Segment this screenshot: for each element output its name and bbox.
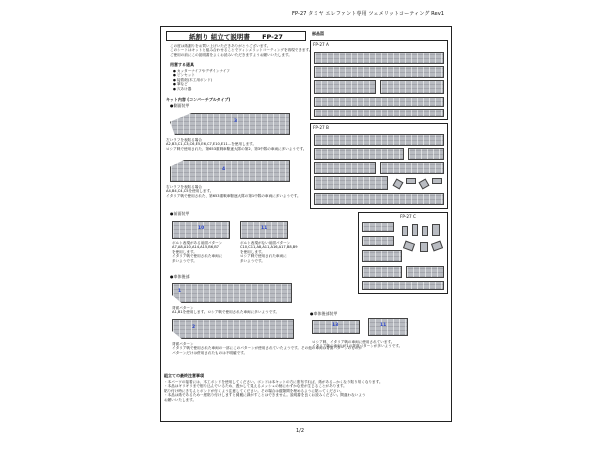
part-number-label: 4 xyxy=(222,167,226,172)
sheet-c-part xyxy=(406,266,444,278)
front-bolted-caption xyxy=(172,241,222,263)
part-number-label: 11 xyxy=(380,323,387,328)
document-header: FP-27 タミヤ エレファント専用 ツェメリットコーティング Rev1 xyxy=(292,11,445,17)
intro-line-3: ご使用の前にこの説明書をよくお読みいただきますようお願いいたします。 xyxy=(170,52,292,57)
note-line: 貼り付け時にきちんとボンドが付くよう注意してください。その場合は縦隙間を埋めるように貼ってください。 xyxy=(164,388,344,393)
sheet-c-part xyxy=(362,236,394,246)
rear-lower-part-b xyxy=(368,318,408,336)
sheet-c-small-part xyxy=(420,242,428,252)
rear-hull-heading: ●車体後部 xyxy=(170,274,190,279)
sheet-b-part xyxy=(408,148,444,160)
front-armor-heading: ●前面装甲 xyxy=(170,211,190,216)
front-plain-caption xyxy=(240,241,298,263)
caption-line: A7,A8,A10,A14,A15,B6,B7 xyxy=(172,245,219,250)
part-number-label: 1 xyxy=(178,289,182,294)
sheet-b-small-part xyxy=(406,178,416,184)
sheet-a-part xyxy=(314,80,376,94)
sheet-c-small-part xyxy=(432,224,440,236)
rear-hull-part-b xyxy=(172,319,294,339)
sheet-b-part xyxy=(314,148,404,160)
side-right-caption xyxy=(166,185,301,198)
side-armor-part-right xyxy=(170,160,290,182)
sheet-a-part xyxy=(314,52,444,64)
sheet-a-part xyxy=(380,80,444,94)
instructions-title-box xyxy=(166,31,306,41)
sheet-b-part xyxy=(314,176,388,190)
part-number-label: 3 xyxy=(234,119,238,124)
caption-line: イタリア戦で使用された車両に xyxy=(172,254,223,259)
caption-line: 多いようです。 xyxy=(172,258,197,263)
sheet-c-small-part xyxy=(422,226,428,236)
sheet-c-label: FP-27 C xyxy=(400,214,416,219)
caption-line: ロシア戦で使用された車両に xyxy=(240,254,287,259)
caption-line: 多いようです。 xyxy=(240,258,265,263)
sheet-a-label: FP-27 A xyxy=(313,42,329,47)
sheet-b-part xyxy=(314,162,376,174)
caption-line: を使用します。 xyxy=(240,249,265,254)
rear-caption xyxy=(172,306,279,315)
notes-heading: 組立ての最終注意事項 xyxy=(164,373,204,378)
caption-line: ロシア戦、イタリア戦の車両に使用されています。 xyxy=(312,340,395,344)
tool-item: ● ピンセット xyxy=(173,73,230,77)
sheet-c-small-part xyxy=(402,226,408,236)
rear-lower-heading: ●車体後部装甲 xyxy=(310,311,338,316)
caption-line: A1,B1を使用します。ロシア戦で使用された車両に多いようです。 xyxy=(172,310,280,315)
note-line: ・本品は紙であるため一度貼り付けしますと綺麗に剥がすことはできません。説明書を良くお読みください。間違わないよう xyxy=(164,393,366,398)
tool-item: ● 筆など xyxy=(173,82,230,86)
intro-text xyxy=(170,44,312,57)
side-armor-heading: ●側面装甲 xyxy=(170,103,190,108)
caption-line: 右いラフを表貼る場合 xyxy=(166,185,202,189)
caption-line: A2,B3,C1,C3,C6,E5,E6,C7,E10,E11...を使用します。 xyxy=(166,142,257,147)
caption-line: 背面パターン xyxy=(172,342,194,346)
intro-line-1: この度は紙割りをお買い上げいただきありがとうございます。 xyxy=(170,44,271,48)
caption-line: C10,C11,A8,A11,A16,A17,B8,B9 xyxy=(240,245,298,250)
product-code: FP-27 xyxy=(262,33,283,41)
note-line: ・本品はギリギリまで削り込んでいるため、透かして見えるメッシュの柄にわずかな差が生じることがあります。 xyxy=(164,384,347,389)
caption-line: A4,B4,C4,C5を使用します。 xyxy=(166,189,214,194)
caption-line: パターンだけは併用されたものは不明確です。 xyxy=(172,350,248,355)
side-left-caption xyxy=(166,138,307,151)
sheet-b-small-part xyxy=(432,178,442,184)
caption-line: イタリア戦で使用された、第653重戦車駆逐大隊の第1中隊の車両に多いようです。 xyxy=(166,193,301,198)
sheet-c-part xyxy=(362,266,402,278)
sheet-c-part xyxy=(362,281,444,290)
caption-line: ロシア戦で使用された、第653重戦車駆逐大隊の第2、第3中隊の車両に多いようです。 xyxy=(166,146,307,151)
side-armor-part-left xyxy=(170,113,290,135)
caption-line: を使用します。 xyxy=(172,249,197,254)
tools-heading: 用意する道具 xyxy=(170,62,194,67)
caption-line: 背面パターン xyxy=(172,306,194,310)
instructions-title: 紙割り 組立て説明書 xyxy=(189,33,250,41)
caption-line: 左いラフを表貼る場合 xyxy=(166,138,202,142)
parts-diagram-title: 部品図 xyxy=(312,31,324,36)
note-line: お願いいたします。 xyxy=(164,397,197,402)
caption-line: イタリア戦の車両はF1の背面パターンが多いようです。 xyxy=(312,344,403,349)
sheet-c-part xyxy=(362,250,402,262)
sheet-b-part xyxy=(314,134,444,146)
tools-list xyxy=(173,69,230,91)
rear-hull-part-a xyxy=(172,283,292,303)
sheet-b-label: FP-27 B xyxy=(313,125,329,130)
rear-lower-caption xyxy=(312,340,402,349)
sheet-a-part xyxy=(314,97,444,107)
sheet-b-part xyxy=(380,162,444,174)
part-number-label: 2 xyxy=(192,325,196,330)
part-number-label: 11 xyxy=(261,226,268,231)
tool-item: ● カッターナイフやデザインナイフ xyxy=(173,69,230,73)
sheet-c-part xyxy=(362,222,394,232)
note-line: ・本パーツの接着には、木工ボンドを使用してください。ボンドは本キットの方に塗布すれば、紙がある...かくなり貼り易くなります。 xyxy=(164,380,383,384)
contents-heading: キット内容 (コンバーチブルタイプ) xyxy=(166,97,231,102)
sheet-a-part xyxy=(314,66,444,78)
caption-line: ボルト表現がある前面パターン xyxy=(172,241,223,245)
part-number-label: 10 xyxy=(198,226,205,231)
tool-item: ● 接着剤(木工用ボンド) xyxy=(173,78,230,82)
sheet-a-part xyxy=(314,109,444,117)
caption-line: ボルト表現がない前面パターン xyxy=(240,241,291,245)
sheet-c-small-part xyxy=(412,224,418,236)
tool-item: ● 穴あけ器 xyxy=(173,87,230,91)
intro-line-2: このシートはキットと組み合わせることでツィンメリットコーティングを再現できます。 xyxy=(170,48,313,53)
part-number-label: 13 xyxy=(332,323,339,328)
caption-line: イタリア戦で使用された車両の一部にこのパターンが使用されていたようです。その他の車両は背面パターンのものが xyxy=(172,346,363,351)
notes-list xyxy=(164,380,383,402)
page-number: 1/2 xyxy=(296,428,305,434)
sheet-b-part xyxy=(314,193,444,205)
